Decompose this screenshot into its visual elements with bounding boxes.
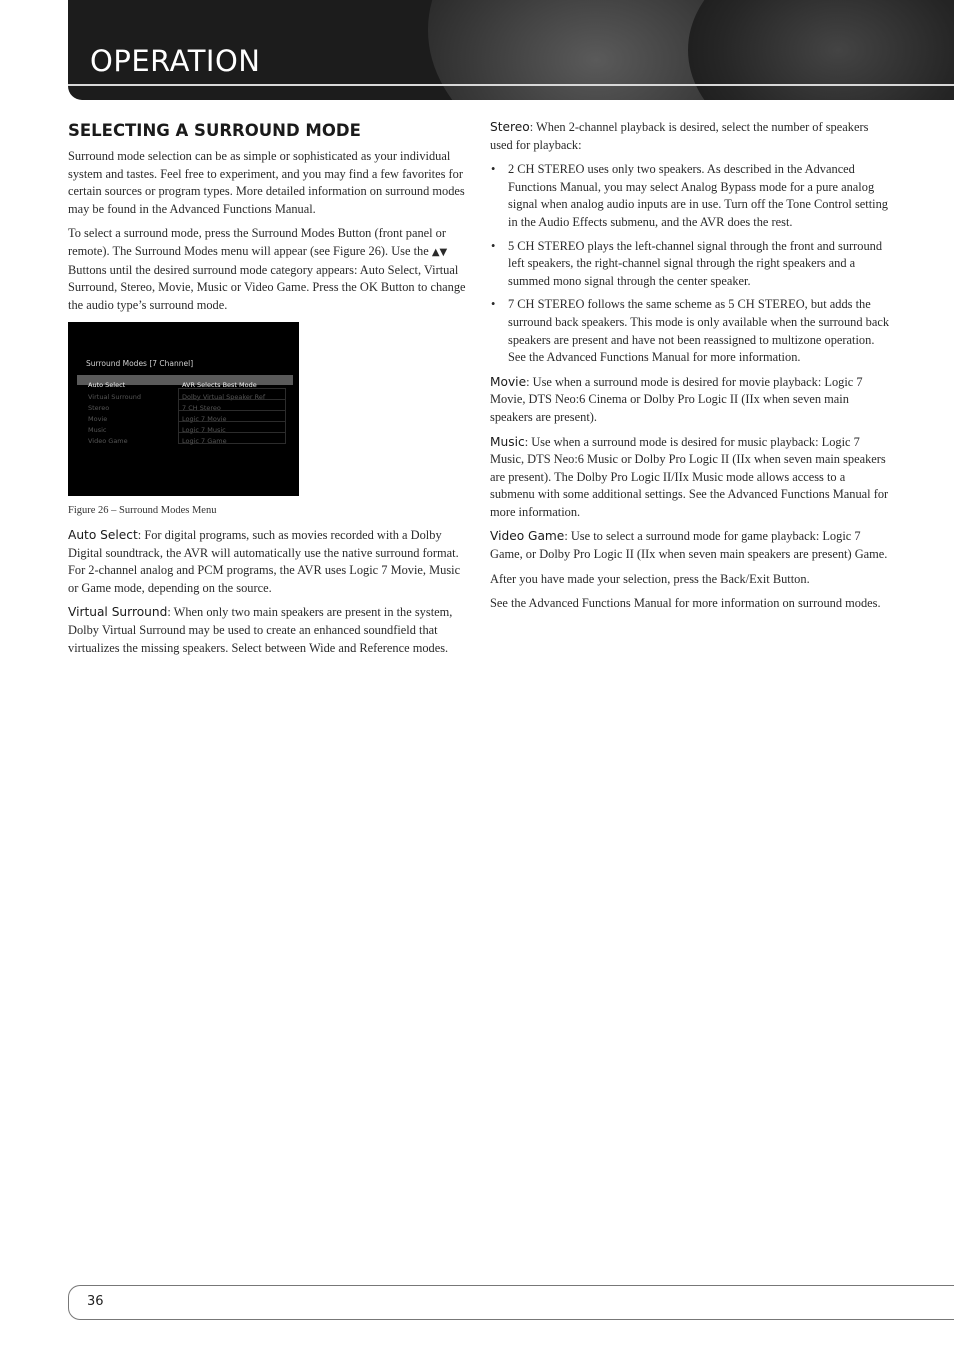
header-rule	[68, 84, 954, 86]
term-auto-select: Auto Select	[68, 527, 138, 542]
section-title: OPERATION	[90, 44, 261, 78]
term-stereo: Stereo	[490, 120, 530, 134]
list-item-text: 2 CH STEREO uses only two speakers. As described in the Advanced Functions Manual, you may select Analog Bypass mode for a pure analog signal when analog audio inputs are in use. Turn off the Tone Control setting in the Audio Effects submenu, and the AVR does the rest.	[508, 162, 888, 229]
up-down-arrows-icon: ▲▼	[431, 246, 448, 258]
movie-text: : Use when a surround mode is desired for movie playback: Logic 7 Movie, DTS Neo:6 Cinema or Dolby Pro Logic II (IIx when seven main speakers are present).	[490, 374, 863, 424]
video-game-paragraph	[490, 528, 890, 563]
list-item	[490, 296, 890, 366]
surround-modes-screenshot	[68, 322, 299, 496]
term-virtual-surround: Virtual Surround	[68, 605, 168, 620]
page-heading: SELECTING A SURROUND MODE	[68, 121, 361, 140]
term-video-game: Video Game	[490, 529, 565, 544]
menu-row	[88, 389, 288, 402]
menu-row-value: Dolby Virtual Speaker Ref	[182, 393, 266, 402]
menu-row-label: Movie	[88, 415, 108, 424]
intro-paragraph: Surround mode selection can be as simple or sophisticated as your individual system and tastes. Feel free to experiment, and you may find a few favorites for certain sources or program types. More detailed information on surround modes may be found in the Advanced Functions Manual.	[68, 149, 465, 216]
left-column	[68, 120, 470, 664]
menu-row-value: Logic 7 Music	[182, 426, 226, 435]
movie-paragraph	[490, 374, 890, 427]
list-item	[490, 238, 890, 291]
menu-row-label: Video Game	[88, 437, 128, 446]
bullet-icon: •	[491, 238, 496, 253]
menu-row	[88, 411, 288, 424]
page-number: 36	[87, 1294, 104, 1309]
term-movie: Movie	[490, 374, 527, 389]
menu-row	[88, 400, 288, 413]
music-paragraph	[490, 434, 890, 522]
instructions-paragraph	[68, 225, 470, 314]
menu-row-value: Logic 7 Movie	[182, 415, 227, 424]
right-column	[490, 119, 890, 620]
menu-title: Surround Modes [7 Channel]	[86, 359, 194, 369]
menu-row-value: AVR Selects Best Mode	[182, 381, 257, 390]
page-footer	[68, 1285, 954, 1320]
list-item	[490, 161, 890, 231]
menu-row-label: Stereo	[88, 404, 110, 413]
list-item-text: 7 CH STEREO follows the same scheme as 5 CH STEREO, but adds the surround back speakers. This mode is only available when the surround back speakers are present and have not been reassigned to multizone operation. See the Advanced Functions Manual for more information.	[508, 297, 890, 365]
header-banner	[68, 0, 954, 100]
virtual-surround-paragraph	[68, 604, 470, 657]
see-manual-paragraph: See the Advanced Functions Manual for more information on surround modes.	[490, 596, 881, 611]
menu-row	[88, 422, 288, 435]
menu-row	[88, 433, 288, 446]
menu-row	[88, 377, 288, 390]
stereo-text: : When 2-channel playback is desired, select the number of speakers used for playback:	[490, 120, 869, 152]
after-selection-paragraph: After you have made your selection, press the Back/Exit Button.	[490, 571, 810, 586]
instructions-text: Buttons until the desired surround mode category appears: Auto Select, Virtual Surround, Stereo, Movie, Music or Video Game. Press the OK Button to change the audio type’s surround mode.	[68, 262, 466, 312]
instructions-text: To select a surround mode, press the Surround Modes Button (front panel or remote). The Surround Modes menu will appear (see Figure 26). Use the	[68, 226, 447, 258]
term-music: Music	[490, 434, 525, 449]
auto-select-text: : For digital programs, such as movies recorded with a Dolby Digital soundtrack, the AVR will automatically use the native surround format. For 2-channel analog and PCM programs, the AVR uses Logic 7 Movie, Music or Game mode, depending on the source.	[68, 527, 461, 595]
bullet-icon: •	[491, 162, 496, 177]
auto-select-paragraph	[68, 527, 470, 597]
music-text: : Use when a surround mode is desired for music playback: Logic 7 Music, DTS Neo:6 Music or Dolby Pro Logic II (IIx when seven main speakers are present). The Dolby Pro Logic II/IIx Music mode allows access to a submenu with some additional settings. See the Advanced Functions Manual for more information.	[490, 434, 889, 519]
menu-row-label: Music	[88, 426, 107, 435]
menu-row-label: Auto Select	[88, 381, 126, 390]
video-game-text: : Use to select a surround mode for game playback: Logic 7 Game, or Dolby Pro Logic II (IIx when seven main speakers are present) Game.	[490, 529, 888, 562]
menu-row-value: 7 CH Stereo	[182, 404, 221, 413]
list-item-text: 5 CH STEREO plays the left-channel signal through the front and surround left speakers, the right-channel signal through the right speakers and a summed mono signal through the center speaker.	[508, 238, 883, 288]
stereo-paragraph	[490, 119, 890, 154]
menu-row-value: Logic 7 Game	[182, 437, 227, 446]
stereo-bullet-list	[490, 161, 890, 367]
virtual-surround-text: : When only two main speakers are present in the system, Dolby Virtual Surround may be used to create an enhanced soundfield that virtualizes the missing speakers. Select between Wide and Reference modes.	[68, 605, 453, 655]
bullet-icon: •	[491, 297, 496, 312]
menu-row-label: Virtual Surround	[88, 393, 141, 402]
figure-caption: Figure 26 – Surround Modes Menu	[68, 505, 217, 517]
